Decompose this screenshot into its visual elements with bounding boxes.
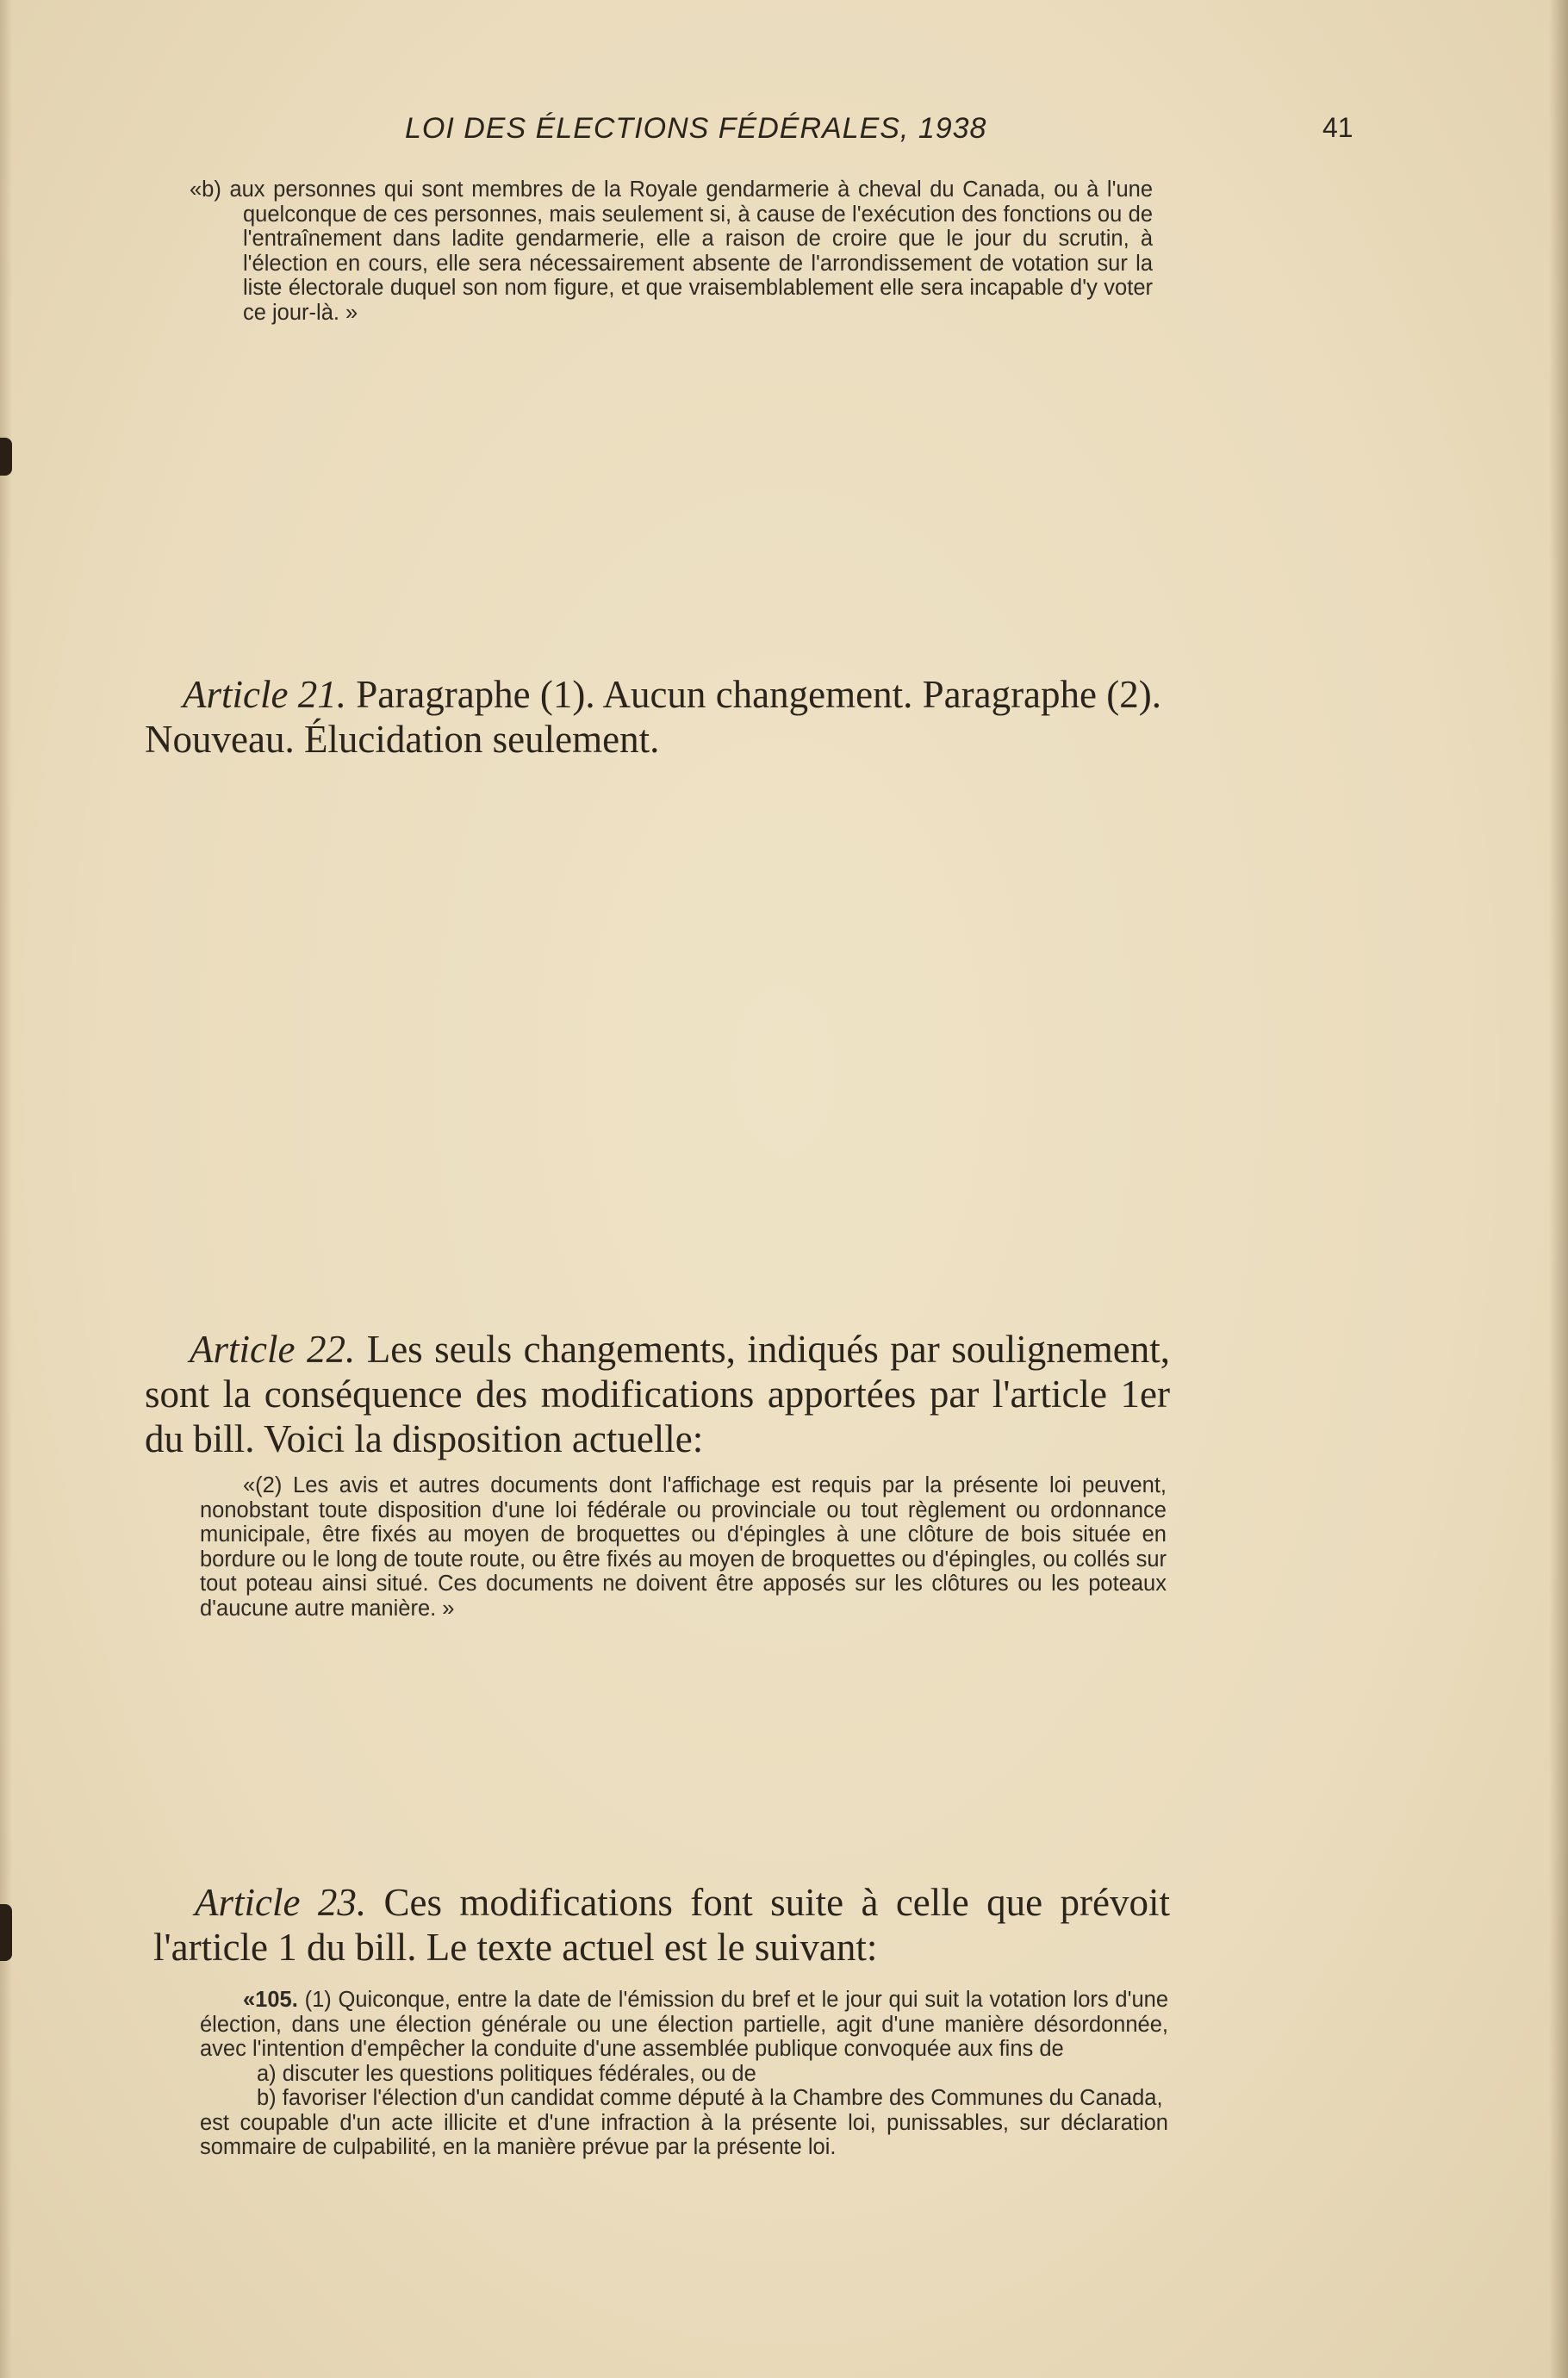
article-22-text: Les seuls changements, indiqués par soulignement, sont la conséquence des modifications apportées par l'article 1er du bill. Voici la disposition actuelle:: [145, 1328, 1170, 1460]
running-title: LOI DES ÉLECTIONS FÉDÉRALES, 1938: [405, 112, 987, 145]
article-22-quote-text: «(2) Les avis et autres documents dont l'affichage est requis par la présente loi peuvent, nonobstant toute disposition d'une loi fédérale ou provinciale ou tout règlement ou ordonnance municipale, être fixés au moyen de broquettes ou d'épingles à une clôture de bois située en bordure ou le long de toute route, ou être fixés au moyen de broquettes ou d'épingles, ou collés sur tout poteau ainsi situé. Ces documents ne doivent être apposés sur les clôtures ou les poteaux d'aucune autre manière. »: [200, 1473, 1167, 1621]
article-22: [145, 1327, 1170, 1461]
page-number: 41: [1322, 112, 1353, 143]
quoted-paragraph-b: [190, 177, 1153, 325]
article-21-text: Paragraphe (1). Aucun changement. Paragraphe (2). Nouveau. Élucidation seulement.: [145, 673, 1161, 761]
section-105-item-a: a) discuter les questions politiques fédérales, ou de: [257, 2061, 756, 2086]
page-right-edge-shadow: [1549, 0, 1568, 2378]
binding-hole-mark: [0, 438, 12, 476]
page-left-edge: [0, 0, 12, 2378]
article-22-quote: [200, 1473, 1167, 1621]
section-105-intro: (1) Quiconque, entre la date de l'émission du bref et le jour qui suit la votation lors d'une élection, dans une élection générale ou une élection partielle, agit d'une manière désordonnée, avec l'intention d'empêcher la conduite d'une assemblée publique convoquée aux fins de: [200, 1988, 1168, 2061]
section-105-number: «105.: [243, 1988, 298, 2012]
article-23-text: Ces modifications font suite à celle que prévoit l'article 1 du bill. Le texte actuel est le suivant:: [153, 1881, 1170, 1969]
article-21-label: Article 21.: [183, 673, 346, 716]
article-23: [153, 1880, 1170, 1970]
article-23-label: Article 23.: [195, 1881, 367, 1924]
section-105-conclusion: est coupable d'un acte illicite et d'une infraction à la présente loi, punissables, sur déclaration sommaire de culpabilité, en la manière prévue par la présente loi.: [200, 2110, 1168, 2159]
article-22-label: Article 22.: [190, 1328, 356, 1371]
quoted-paragraph-b-text: «b) aux personnes qui sont membres de la Royale gendarmerie à cheval du Canada, ou à l'une quelconque de ces personnes, mais seulement si, à cause de l'exécution des fonctions ou de l'entraînement dans ladite gendarmerie, elle a raison de croire que le jour du scrutin, à l'élection en cours, elle sera nécessairement absente de l'arrondissement de votation sur la liste électorale duquel son nom figure, et que vraisemblablement elle sera incapable d'y voter ce jour-là. »: [190, 177, 1153, 325]
article-21: [145, 672, 1161, 762]
section-105-quote: [200, 1988, 1168, 2160]
section-105-item-b: b) favoriser l'élection d'un candidat comme député à la Chambre des Communes du Canada,: [257, 2086, 1163, 2110]
binding-hole-mark: [0, 1904, 12, 1961]
